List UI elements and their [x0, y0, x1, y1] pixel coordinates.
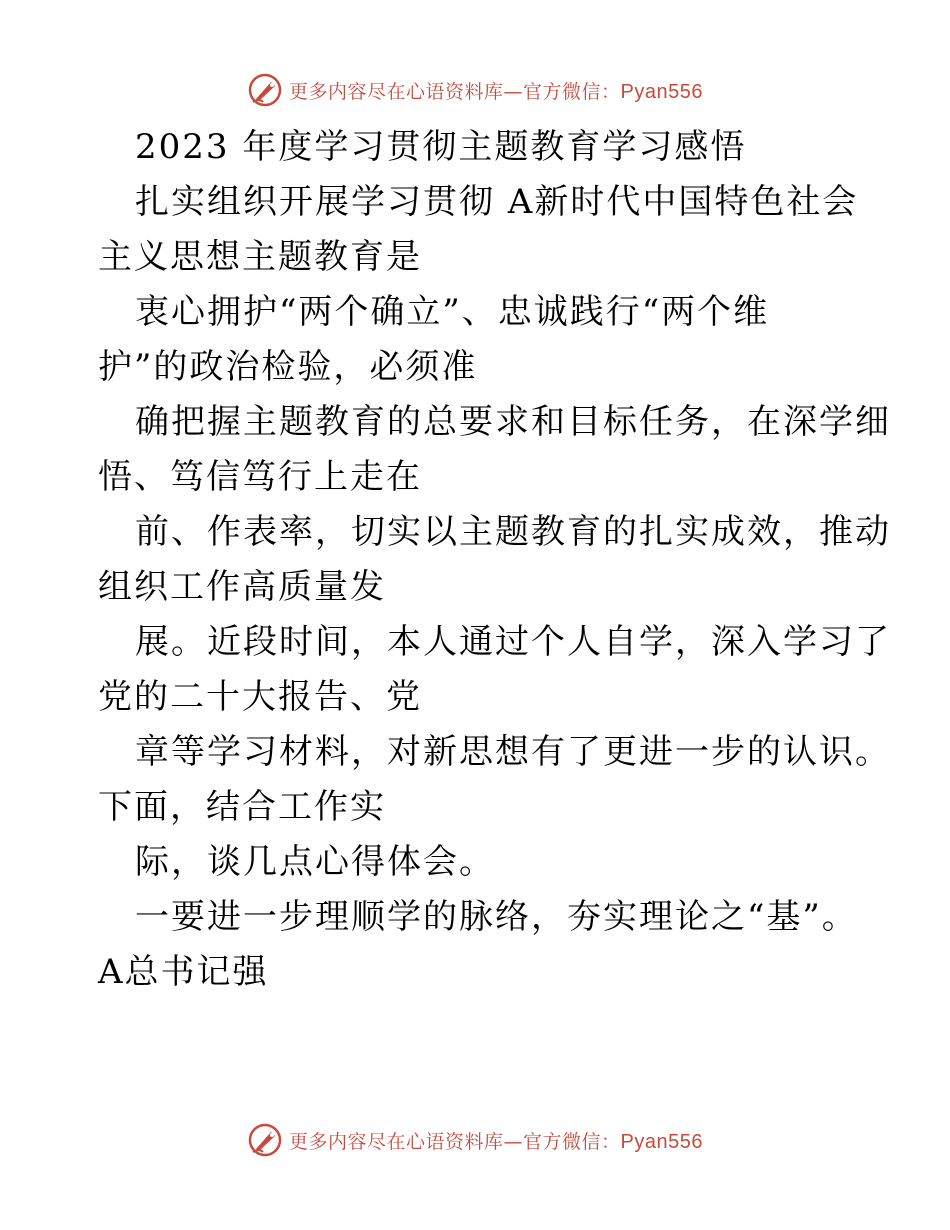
paragraph-line: 展。近段时间，本人通过个人自学，深入学习了	[135, 622, 891, 662]
paragraph-line: 组织工作高质量发	[98, 567, 386, 607]
paragraph-line: 前、作表率，切实以主题教育的扎实成效，推动	[135, 512, 891, 552]
paragraph-line: 确把握主题教育的总要求和目标任务，在深学细	[135, 402, 891, 442]
paragraph-line: A总书记强	[98, 952, 269, 992]
paragraph-line: 护”的政治检验，必须准	[98, 347, 478, 387]
paragraph-line: 衷心拥护“两个确立”、忠诚践行“两个维	[135, 292, 770, 332]
paragraph-line: 党的二十大报告、党	[98, 677, 422, 717]
header-banner-text: 更多内容尽在心语资料库—官方微信：Pyan556	[289, 80, 703, 103]
paragraph-line: 一要进一步理顺学的脉络，夯实理论之“基”。	[135, 897, 858, 937]
paragraph-line: 下面，结合工作实	[98, 787, 386, 827]
paragraph-line: 际，谈几点心得体会。	[135, 842, 495, 882]
header-banner	[0, 68, 950, 112]
pen-nib-circle-icon	[247, 72, 283, 108]
paragraph-line: 章等学习材料，对新思想有了更进一步的认识。	[135, 732, 891, 772]
paragraph-line: 扎实组织开展学习贯彻 A新时代中国特色社会	[135, 182, 859, 222]
paragraph-line: 悟、笃信笃行上走在	[98, 457, 422, 497]
document-body	[98, 120, 891, 1000]
document-title: 2023 年度学习贯彻主题教育学习感悟	[135, 127, 747, 167]
pen-nib-circle-icon	[247, 1122, 283, 1158]
footer-banner	[0, 1118, 950, 1162]
paragraph-line: 主义思想主题教育是	[98, 237, 422, 277]
footer-banner-text: 更多内容尽在心语资料库—官方微信：Pyan556	[289, 1130, 703, 1153]
